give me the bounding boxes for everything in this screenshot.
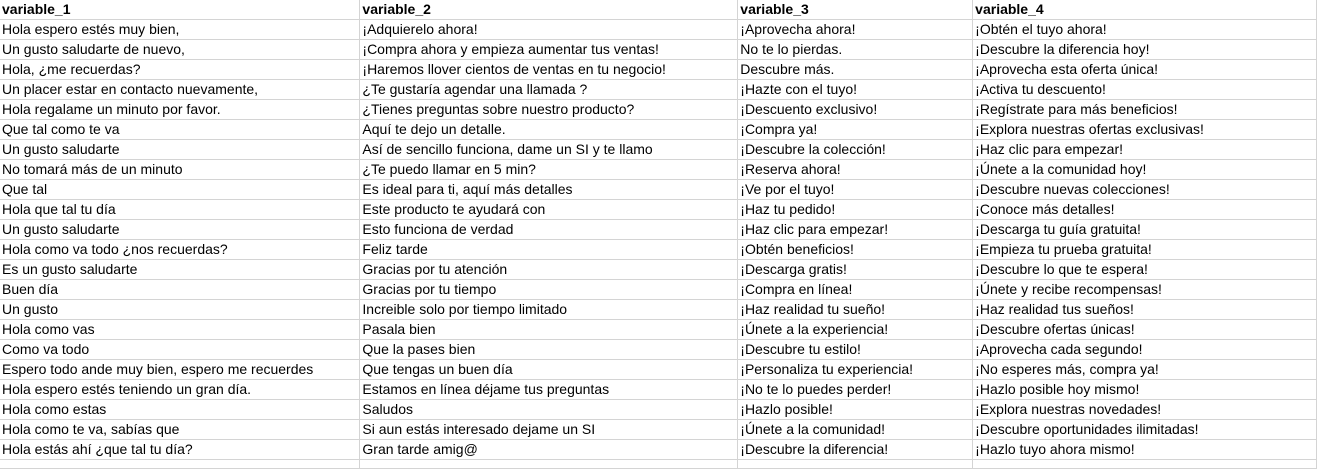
table-cell[interactable]: Hola como estas (0, 400, 360, 420)
table-cell[interactable]: ¡Descubre la colección! (738, 140, 973, 160)
table-cell[interactable]: Que tal (0, 180, 360, 200)
table-row (0, 80, 1317, 100)
table-row (0, 420, 1317, 440)
empty-cell[interactable] (360, 460, 738, 469)
table-cell[interactable]: ¡Activa tu descuento! (973, 80, 1317, 100)
table-cell[interactable]: ¡Aprovecha cada segundo! (973, 340, 1317, 360)
table-cell[interactable]: No te lo pierdas. (738, 40, 973, 60)
table-row (0, 40, 1317, 60)
table-cell[interactable]: No tomará más de un minuto (0, 160, 360, 180)
table-cell[interactable]: ¡Descubre la diferencia hoy! (973, 40, 1317, 60)
table-cell[interactable]: Es un gusto saludarte (0, 260, 360, 280)
table-row (0, 220, 1317, 240)
table-cell[interactable]: ¡Haremos llover cientos de ventas en tu negocio! (360, 60, 738, 80)
table-cell[interactable]: Que tal como te va (0, 120, 360, 140)
table-cell[interactable]: ¡Únete y recibe recompensas! (973, 280, 1317, 300)
table-cell[interactable]: ¡Compra ahora y empieza aumentar tus ventas! (360, 40, 738, 60)
table-row (0, 360, 1317, 380)
table-cell[interactable]: Hola regalame un minuto por favor. (0, 100, 360, 120)
table-cell[interactable]: ¡Descarga gratis! (738, 260, 973, 280)
table-cell[interactable]: ¡Descubre lo que te espera! (973, 260, 1317, 280)
table-cell[interactable]: ¡Descubre oportunidades ilimitadas! (973, 420, 1317, 440)
table-cell[interactable]: ¡Haz clic para empezar! (738, 220, 973, 240)
table-cell[interactable]: ¡Descarga tu guía gratuita! (973, 220, 1317, 240)
table-row (0, 60, 1317, 80)
table-row (0, 200, 1317, 220)
table-row (0, 320, 1317, 340)
table-cell[interactable]: ¡No te lo puedes perder! (738, 380, 973, 400)
table-cell[interactable]: ¡Haz clic para empezar! (973, 140, 1317, 160)
table-cell[interactable]: ¡Ve por el tuyo! (738, 180, 973, 200)
table-row (0, 300, 1317, 320)
table-cell[interactable]: ¡Empieza tu prueba gratuita! (973, 240, 1317, 260)
table-cell[interactable]: ¡Compra en línea! (738, 280, 973, 300)
header-cell-variable-3[interactable]: variable_3 (738, 0, 973, 20)
empty-cell[interactable] (973, 460, 1317, 469)
table-cell[interactable]: ¡Únete a la comunidad! (738, 420, 973, 440)
table-cell[interactable]: Es ideal para ti, aquí más detalles (360, 180, 738, 200)
table-cell[interactable]: Un gusto saludarte (0, 220, 360, 240)
table-cell[interactable]: ¡Haz realidad tus sueños! (973, 300, 1317, 320)
table-body (0, 20, 1317, 469)
table-cell[interactable]: Hola que tal tu día (0, 200, 360, 220)
table-cell[interactable]: ¿Te gustaría agendar una llamada ? (360, 80, 738, 100)
empty-cell[interactable] (0, 460, 360, 469)
table-row (0, 240, 1317, 260)
table-cell[interactable]: Buen día (0, 280, 360, 300)
table-cell[interactable]: ¡Reserva ahora! (738, 160, 973, 180)
table-row (0, 180, 1317, 200)
table-cell[interactable]: ¡Aprovecha esta oferta única! (973, 60, 1317, 80)
table-cell[interactable]: Hola estás ahí ¿que tal tu día? (0, 440, 360, 460)
table-cell[interactable]: ¡Regístrate para más beneficios! (973, 100, 1317, 120)
table-cell[interactable]: ¡Descuento exclusivo! (738, 100, 973, 120)
table-cell[interactable]: Hola como vas (0, 320, 360, 340)
table-cell[interactable]: Increible solo por tiempo limitado (360, 300, 738, 320)
header-cell-variable-1[interactable]: variable_1 (0, 0, 360, 20)
table-cell[interactable]: ¡Compra ya! (738, 120, 973, 140)
table-cell[interactable]: ¡No esperes más, compra ya! (973, 360, 1317, 380)
table-row (0, 20, 1317, 40)
table-cell[interactable]: ¡Únete a la comunidad hoy! (973, 160, 1317, 180)
table-row (0, 280, 1317, 300)
table-cell[interactable]: Hola espero estés teniendo un gran día. (0, 380, 360, 400)
table-row (0, 140, 1317, 160)
table-cell[interactable]: Hola espero estés muy bien, (0, 20, 360, 40)
table-cell[interactable]: ¡Obtén beneficios! (738, 240, 973, 260)
table-row (0, 400, 1317, 420)
table-row (0, 100, 1317, 120)
table-row (0, 160, 1317, 180)
table-cell[interactable]: ¡Explora nuestras ofertas exclusivas! (973, 120, 1317, 140)
table-cell[interactable]: ¡Explora nuestras novedades! (973, 400, 1317, 420)
table-cell[interactable]: ¿Te puedo llamar en 5 min? (360, 160, 738, 180)
table-cell[interactable]: ¡Descubre la diferencia! (738, 440, 973, 460)
table-cell[interactable]: Un gusto saludarte de nuevo, (0, 40, 360, 60)
table-cell[interactable]: ¡Adquierelo ahora! (360, 20, 738, 40)
table-cell[interactable]: Aquí te dejo un detalle. (360, 120, 738, 140)
table-cell[interactable]: Descubre más. (738, 60, 973, 80)
header-row (0, 0, 1317, 20)
table-cell[interactable]: Gracias por tu atención (360, 260, 738, 280)
table-row (0, 260, 1317, 280)
table-cell[interactable]: ¡Personaliza tu experiencia! (738, 360, 973, 380)
table-cell[interactable]: ¡Hazte con el tuyo! (738, 80, 973, 100)
table-cell[interactable]: Saludos (360, 400, 738, 420)
table-cell[interactable]: ¡Hazlo tuyo ahora mismo! (973, 440, 1317, 460)
table-cell[interactable]: ¡Obtén el tuyo ahora! (973, 20, 1317, 40)
table-cell[interactable]: ¡Aprovecha ahora! (738, 20, 973, 40)
empty-cell[interactable] (738, 460, 973, 469)
table-cell[interactable]: Un gusto (0, 300, 360, 320)
table-cell[interactable]: ¿Tienes preguntas sobre nuestro producto? (360, 100, 738, 120)
table-cell[interactable]: Un gusto saludarte (0, 140, 360, 160)
table-cell[interactable]: Este producto te ayudará con (360, 200, 738, 220)
table-cell[interactable]: Feliz tarde (360, 240, 738, 260)
table-row (0, 120, 1317, 140)
table-cell[interactable]: Gracias por tu tiempo (360, 280, 738, 300)
table-cell[interactable]: ¡Únete a la experiencia! (738, 320, 973, 340)
table-cell[interactable]: Espero todo ande muy bien, espero me recuerdes (0, 360, 360, 380)
table-cell[interactable]: ¡Haz realidad tu sueño! (738, 300, 973, 320)
table-cell[interactable]: Si aun estás interesado dejame un SI (360, 420, 738, 440)
table-cell[interactable]: ¡Descubre tu estilo! (738, 340, 973, 360)
table-cell[interactable]: Un placer estar en contacto nuevamente, (0, 80, 360, 100)
table-cell[interactable]: ¡Conoce más detalles! (973, 200, 1317, 220)
header-cell-variable-4[interactable]: variable_4 (973, 0, 1317, 20)
table-cell[interactable]: ¡Hazlo posible! (738, 400, 973, 420)
table-cell[interactable]: Como va todo (0, 340, 360, 360)
table-cell[interactable]: Hola como va todo ¿nos recuerdas? (0, 240, 360, 260)
table-row (0, 440, 1317, 460)
table-cell[interactable]: Gran tarde amig@ (360, 440, 738, 460)
table-row (0, 340, 1317, 360)
table-cell[interactable]: Así de sencillo funciona, dame un SI y te llamo (360, 140, 738, 160)
table-cell[interactable]: Pasala bien (360, 320, 738, 340)
table-cell[interactable]: Que tengas un buen día (360, 360, 738, 380)
table-cell[interactable]: ¡Descubre nuevas colecciones! (973, 180, 1317, 200)
table-row (0, 380, 1317, 400)
table-cell[interactable]: Estamos en línea déjame tus preguntas (360, 380, 738, 400)
table-cell[interactable]: ¡Haz tu pedido! (738, 200, 973, 220)
table-cell[interactable]: Hola como te va, sabías que (0, 420, 360, 440)
table-cell[interactable]: Hola, ¿me recuerdas? (0, 60, 360, 80)
empty-row (0, 460, 1317, 469)
table-cell[interactable]: Esto funciona de verdad (360, 220, 738, 240)
table-cell[interactable]: ¡Descubre ofertas únicas! (973, 320, 1317, 340)
table-cell[interactable]: Que la pases bien (360, 340, 738, 360)
header-cell-variable-2[interactable]: variable_2 (360, 0, 738, 20)
table-cell[interactable]: ¡Hazlo posible hoy mismo! (973, 380, 1317, 400)
